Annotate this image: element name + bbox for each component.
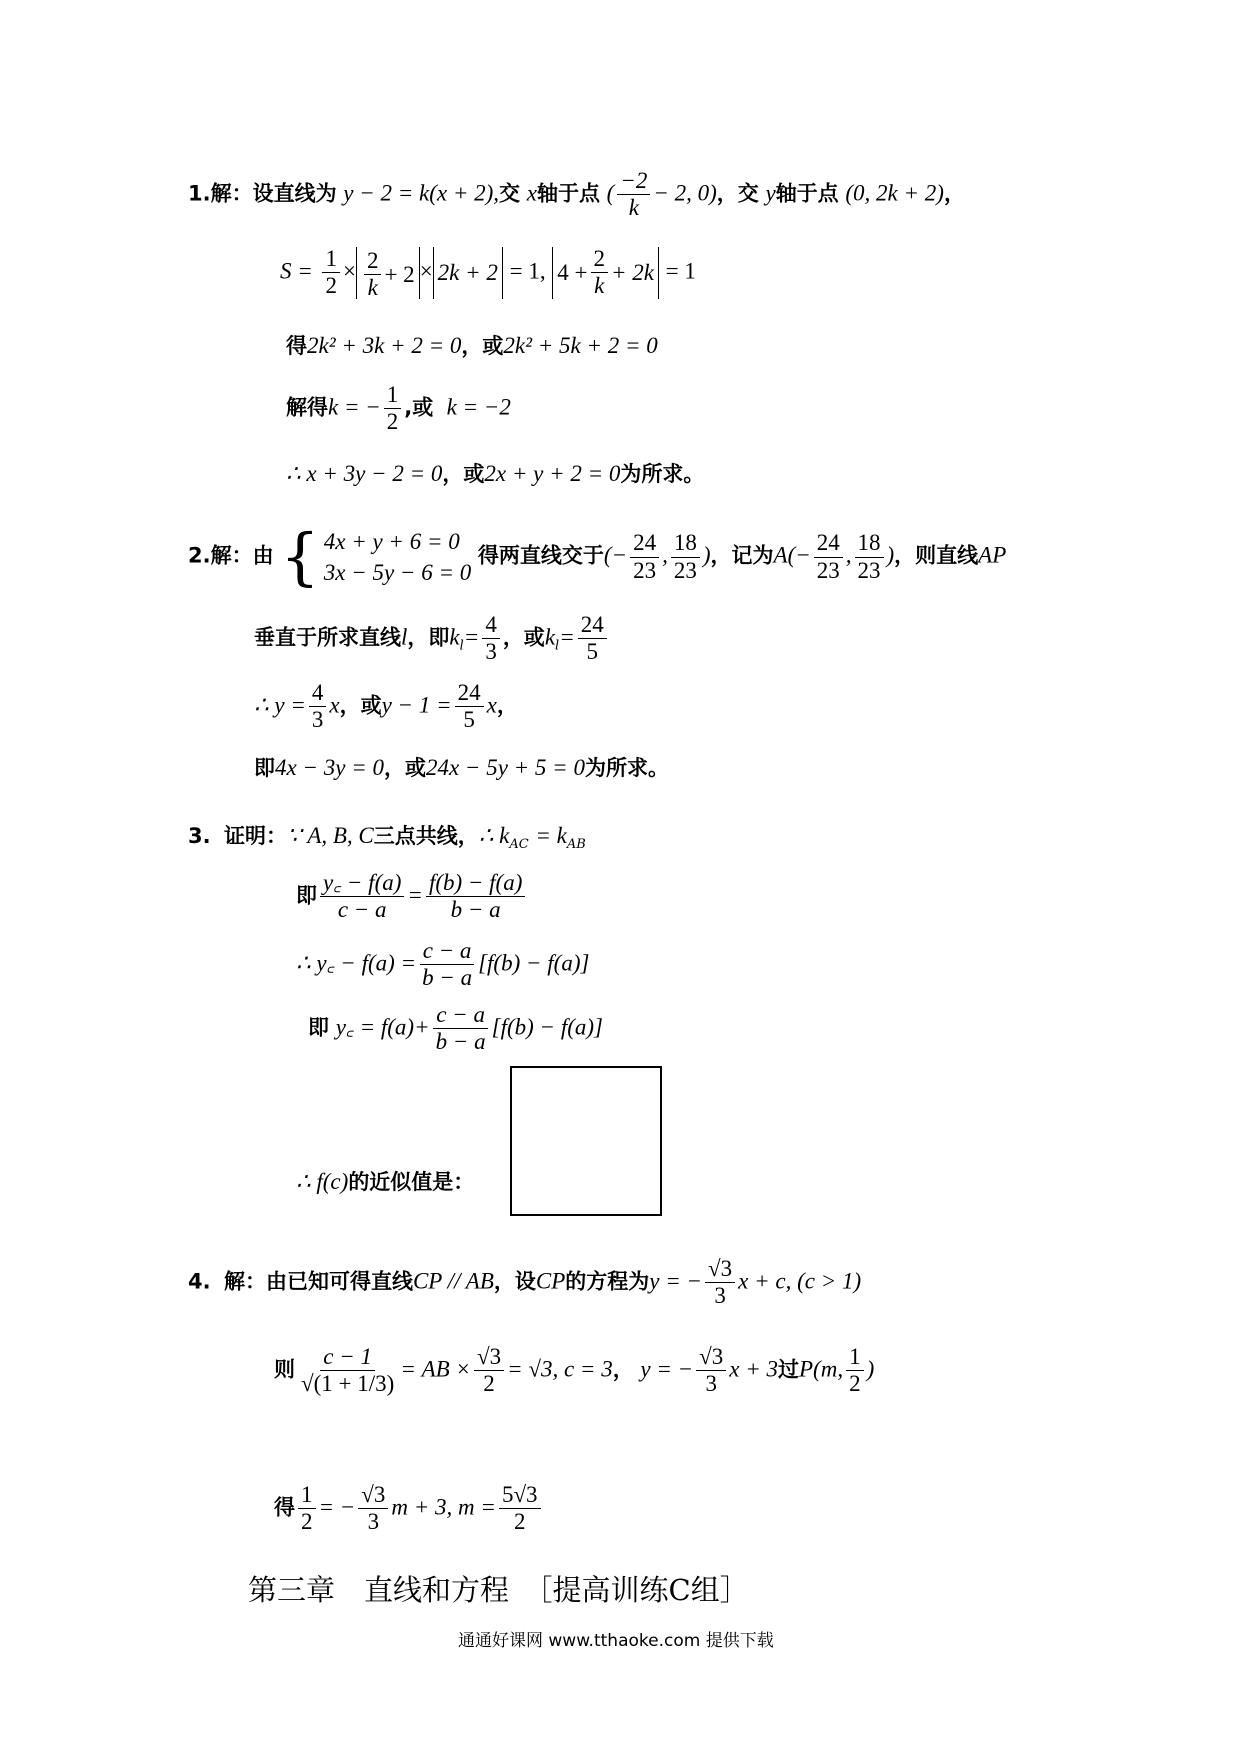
answer-box <box>510 1066 662 1216</box>
p3-line3: ∴ y꜀ − f(a) = $\frac{c - a}{b - a}$ [f(b) − f(a)] <box>296 938 590 991</box>
p4-label: 4. <box>188 1269 211 1294</box>
footer-credit: 通通好课网 www.tthaoke.com 提供下载 <box>458 1631 774 1651</box>
p3-line2: 即 $\frac{y꜀ - f(a)}{c - a}$ = $\frac{f(b) - f(a)}{b - a}$ <box>296 870 528 924</box>
p1-label: 1.解： <box>188 181 253 206</box>
p3-line4: 即 y꜀ = f(a)+ $\frac{c - a}{b - a}$ [f(b) − f(a)] <box>308 1002 603 1055</box>
p4-line1: 4. 解：由已知可得直线CP // AB，设CP的方程为y = − $\frac{√3}{3}$ x + c, (c > 1) <box>188 1256 862 1309</box>
p4-line3: 得 $\frac{1}{2}$ = − $\frac{√3}{3}$ m + 3, m = $\frac{5√3}{2}$ <box>274 1482 544 1536</box>
p3-line5: ∴ f(c)的近似值是： <box>296 1169 475 1194</box>
p1-area-equation: S = $\frac{1}{2}$ × $\frac{2}{k}$ + 2 × 2k + 2 = 1, 4 + $\frac{2}{k}$ + 2k = 1 <box>280 246 696 301</box>
p1-line5: ∴ x + 3y − 2 = 0，或2x + y + 2 = 0为所求。 <box>286 461 705 486</box>
p2-line1: 2.解：由 { 4x + y + 6 = 0 3x − 5y − 6 = 0 得两直线交于(− $\frac{24}{23}$ , $\frac{18}{23}$ )，记为A(− $\frac{24}{23}$ , $\frac{18}{23}$ )，则直线AP <box>188 520 1007 594</box>
chapter-title: 第三章 直线和方程 ［提高训练C组］ <box>248 1573 749 1607</box>
p1-line4: 解得k = − $\frac{1}{2}$ ,或 k = −2 <box>286 382 511 435</box>
fraction: $\frac{-2}{k}$ <box>617 168 650 222</box>
p3-label: 3. <box>188 824 211 848</box>
p2-label: 2.解： <box>188 543 253 568</box>
p2-line2: 垂直于所求直线l，即$k_l=$ $\frac{4}{3}$ ，或$k_l=$ $\frac{24}{5}$ <box>254 612 610 666</box>
p3-line1: 3. 证明：∵ A, B, C三点共线，∴ $k_{AC} = k_{AB}$ <box>188 823 586 853</box>
p1-line3: 得2k² + 3k + 2 = 0，或2k² + 5k + 2 = 0 <box>286 333 658 358</box>
p1-line1: 1.解：设直线为 y − 2 = k(x + 2),交 x轴于点 ( $\frac{-2}{k}$ − 2, 0)，交 y轴于点 (0, 2k + 2)， <box>188 168 965 221</box>
p2-line3: ∴ y = $\frac{4}{3}$ x，或y − 1 = $\frac{24}{5}$ x， <box>254 680 518 733</box>
p4-line2: 则 $\frac{c - 1}{√(1 + 1/3)}$ = AB × $\frac{√3}{2}$ = √3, c = 3， y = − $\frac{√3}{3}$ x + 3过P(m, $\frac{1}{2}$ ) <box>274 1344 875 1397</box>
p2-line4: 即4x − 3y = 0，或24x − 5y + 5 = 0为所求。 <box>254 755 669 780</box>
